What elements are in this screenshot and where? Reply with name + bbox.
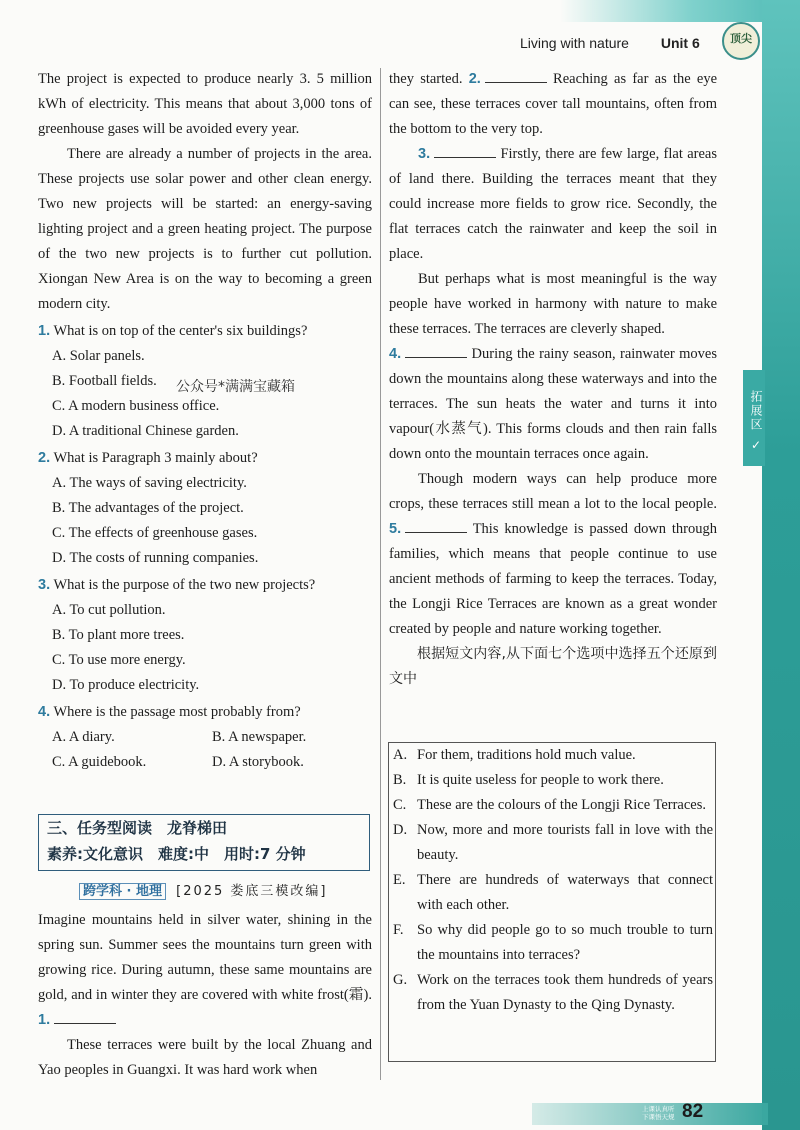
paragraph: Imagine mountains held in silver water, shining in the spring sun. Summer sees the mountains turn green with growing rice. During autumn, these same mountains are gold, and in winter they are covered with white frost(霜). 1. bbox=[38, 912, 372, 1028]
reading-left bbox=[38, 908, 372, 1083]
option-letter: B. bbox=[393, 772, 407, 788]
option-item bbox=[389, 918, 715, 968]
option: A. A diary. bbox=[52, 729, 115, 745]
option-text: Work on the terraces took them hundreds of years from the Yuan Dynasty to the Qing Dynasty. bbox=[417, 972, 713, 1013]
blank-number: 5 bbox=[389, 521, 398, 537]
right-decor-strip bbox=[762, 0, 800, 1130]
option-letter: E. bbox=[393, 872, 406, 888]
question-text: What is Paragraph 3 mainly about? bbox=[53, 450, 258, 466]
paragraph-text: Firstly, there are few large, flat areas of land there. Building the terraces meant that they could increase more fields to grow rice. Secondly, the flat terraces catch the rainwater and keep the soil in place. bbox=[389, 146, 717, 262]
source-label: [2025 娄底三模改编] bbox=[176, 884, 328, 899]
question-text: What is the purpose of the two new projects? bbox=[53, 577, 316, 593]
extension-zone-label: 拓展区 bbox=[749, 390, 763, 433]
option: B. The advantages of the project. bbox=[52, 500, 244, 516]
option-text: So why did people go to so much trouble to turn the mountains into terraces? bbox=[417, 922, 713, 963]
blank-number: 1 bbox=[38, 1012, 47, 1028]
question-4: 4. Where is the passage most probably from? A. A diary. B. A newspaper. C. A guidebook. D. A storybook. bbox=[38, 700, 372, 775]
page-footer bbox=[532, 1103, 768, 1125]
section-title: Living with nature bbox=[520, 35, 629, 51]
option-text: It is quite useless for people to work there. bbox=[417, 772, 664, 788]
option: A. To cut pollution. bbox=[52, 602, 166, 618]
source-tag bbox=[79, 880, 328, 899]
option: C. A modern business office. bbox=[52, 398, 220, 414]
unit-label: Unit 6 bbox=[660, 35, 700, 51]
option-item bbox=[389, 868, 715, 918]
footer-motto-line: 上课认真听 bbox=[642, 1105, 675, 1113]
paragraph: 4. During the rainy season, rainwater moves down the mountains along these waterways and into the terraces. The sun heats the water and turns it into vapour(水蒸气). This forms clouds and then rain falls down onto the mountain terraces once again. bbox=[389, 342, 717, 467]
answer-blank[interactable] bbox=[434, 143, 496, 158]
option-letter: F. bbox=[393, 922, 404, 938]
option-text: Now, more and more tourists fall in love with the beauty. bbox=[417, 822, 713, 863]
option-item bbox=[389, 818, 715, 868]
option: D. A traditional Chinese garden. bbox=[52, 423, 239, 439]
option: A. Solar panels. bbox=[52, 348, 145, 364]
question-number: 3 bbox=[38, 577, 47, 593]
option-item bbox=[389, 793, 715, 818]
footer-motto-line: 下课悟天规 bbox=[642, 1113, 675, 1121]
column-divider bbox=[380, 68, 381, 1080]
question-number: 1 bbox=[38, 323, 47, 339]
option-text: For them, traditions hold much value. bbox=[417, 747, 636, 763]
option: D. To produce electricity. bbox=[52, 677, 200, 693]
blank-number: 4 bbox=[389, 346, 398, 362]
answer-blank[interactable] bbox=[405, 518, 467, 533]
subject-tag: 跨学科 · 地理 bbox=[79, 883, 166, 900]
option: D. A storybook. bbox=[212, 754, 304, 770]
question-text: Where is the passage most probably from? bbox=[53, 704, 301, 720]
answer-blank[interactable] bbox=[485, 68, 547, 83]
paragraph-text: Reaching as far as the eye can see, these terraces cover tall mountains, often from the bottom to the very top. bbox=[389, 71, 718, 137]
option: C. The effects of greenhouse gases. bbox=[52, 525, 258, 541]
option-item bbox=[389, 968, 715, 1018]
option: C. A guidebook. bbox=[52, 754, 147, 770]
options-box bbox=[388, 742, 716, 1062]
paragraph-text: This knowledge is passed down through families, which means that people continue to use ancient methods of farming to keep the terraces. Today, the Longji Rice Terraces are known as a great wonder created by people and nature working together. bbox=[389, 521, 717, 637]
extension-zone-tab: 拓展区 ✓ bbox=[743, 370, 765, 466]
paragraph-text: they started. bbox=[389, 71, 463, 87]
paragraph: But perhaps what is most meaningful is the way people have worked in harmony with nature to make these terraces. The terraces are cleverly shaped. bbox=[389, 271, 717, 337]
answer-blank[interactable] bbox=[54, 1009, 116, 1024]
paragraph-text: During the rainy season, rainwater moves down the mountains along these waterways and into the terraces. The sun heats the water and turns it into vapour(水蒸气). This forms clouds and then rain falls down onto the mountain terraces once again. bbox=[389, 346, 718, 462]
paragraph: There are already a number of projects in the area. These projects use solar power and other clean energy. Two new projects will be started: an energy-saving lighting project and a green heating project. The purpose of the two new projects is to further cut pollution. Xiongan New Area is on the way to becoming a green modern city. bbox=[38, 146, 372, 312]
paragraph: 3. Firstly, there are few large, flat areas of land there. Building the terraces meant that they could increase more fields to grow rice. Secondly, the flat terraces catch the rainwater and keep the soil in place. bbox=[389, 142, 717, 267]
task-header-box bbox=[38, 814, 370, 871]
paragraph: Though modern ways can help produce more crops, these terraces still mean a lot to the local people. 5. This knowledge is passed down through families, which means that people continue to use ancient methods of farming to keep the terraces. Today, the Longji Rice Terraces are known as a great wonder created by people and nature working together. bbox=[389, 471, 717, 637]
option-text: There are hundreds of waterways that connect with each other. bbox=[417, 872, 713, 913]
brand-logo: 顶尖 bbox=[722, 22, 760, 60]
left-column bbox=[38, 67, 372, 775]
paragraph-text: Imagine mountains held in silver water, shining in the spring sun. Summer sees the mountains turn green with growing rice. During autumn, these same mountains are gold, and in winter they are covered with white frost(霜). bbox=[38, 912, 372, 1003]
paragraph-text: Though modern ways can help produce more crops, these terraces still mean a lot to the local people. bbox=[389, 471, 717, 512]
option: C. To use more energy. bbox=[52, 652, 186, 668]
watermark-text: 公众号*满满宝藏箱 bbox=[176, 379, 295, 395]
footer-motto bbox=[642, 1105, 675, 1121]
option-item bbox=[389, 768, 715, 793]
option: D. The costs of running companies. bbox=[52, 550, 259, 566]
option-letter: G. bbox=[393, 972, 408, 988]
question-number: 4 bbox=[38, 704, 47, 720]
question-3: 3. What is the purpose of the two new projects? A. To cut pollution. B. To plant more trees. C. To use more energy. D. To produce electricity. bbox=[38, 573, 372, 698]
question-2: 2. What is Paragraph 3 mainly about? A. The ways of saving electricity. B. The advantages of the project. C. The effects of greenhouse gases. D. The costs of running companies. bbox=[38, 446, 372, 571]
question-number: 2 bbox=[38, 450, 47, 466]
running-header bbox=[520, 35, 720, 55]
option: A. The ways of saving electricity. bbox=[52, 475, 247, 491]
blank-number: 3 bbox=[418, 146, 427, 162]
option-letter: C. bbox=[393, 797, 407, 813]
option-text: These are the colours of the Longji Rice Terraces. bbox=[417, 797, 707, 813]
option-item bbox=[389, 743, 715, 768]
paragraph: These terraces were built by the local Zhuang and Yao peoples in Guangxi. It was hard work when bbox=[38, 1037, 372, 1078]
instruction: 根据短文内容,从下面七个选项中选择五个还原到文中 bbox=[389, 646, 717, 687]
paragraph: The project is expected to produce nearly 3. 5 million kWh of electricity. This means that about 3,000 tons of greenhouse gases will be avoided every year. bbox=[38, 71, 372, 137]
option-letter: D. bbox=[393, 822, 408, 838]
question-1: 1. What is on top of the center's six buildings? A. Solar panels. B. Football fields. C. A modern business office. D. A traditional Chinese garden. bbox=[38, 319, 372, 444]
paragraph: they started. 2. Reaching as far as the eye can see, these terraces cover tall mountains, often from the bottom to the very top. bbox=[389, 67, 717, 142]
option: B. To plant more trees. bbox=[52, 627, 185, 643]
blank-number: 2 bbox=[468, 71, 477, 87]
option: B. Football fields. bbox=[52, 373, 157, 389]
option-letter: A. bbox=[393, 747, 408, 763]
question-text: What is on top of the center's six buildings? bbox=[53, 323, 308, 339]
page-number: 82 bbox=[682, 1101, 704, 1122]
task-title: 三、任务型阅读 龙脊梯田 bbox=[47, 819, 228, 837]
option: B. A newspaper. bbox=[212, 729, 307, 745]
answer-blank[interactable] bbox=[405, 343, 467, 358]
right-column bbox=[389, 67, 717, 692]
task-meta: 素养:文化意识 难度:中 用时:7 分钟 bbox=[47, 845, 306, 863]
